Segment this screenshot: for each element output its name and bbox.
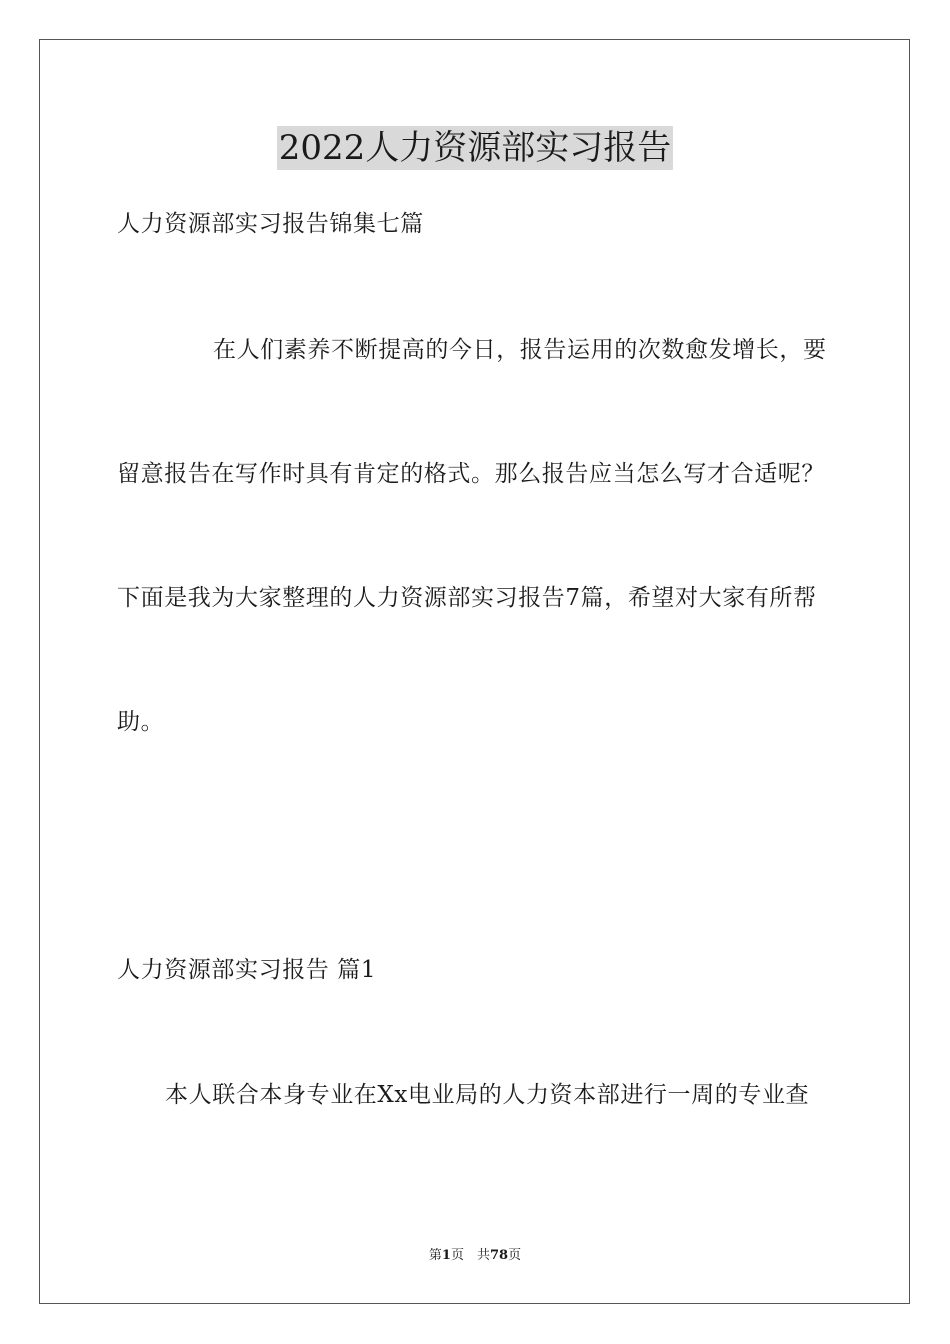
- footer-prefix: 第: [428, 1248, 442, 1263]
- paragraph-line: 在人们素养不断提高的今日，报告运用的次数愈发增长，要: [213, 337, 827, 363]
- paragraph-line: 留意报告在写作时具有肯定的格式。那么报告应当怎么写才合适呢？: [117, 461, 825, 487]
- paragraph-line: 助。: [117, 709, 165, 735]
- paragraph-line: 下面是我为大家整理的人力资源部实习报告7篇，希望对大家有所帮: [117, 585, 817, 611]
- footer-total-pages: 78: [489, 1248, 509, 1263]
- footer-page-number: 1: [441, 1248, 451, 1263]
- section-heading: 人力资源部实习报告 篇1: [117, 957, 377, 983]
- page-footer: [0, 1247, 950, 1265]
- paragraph-line: 本人联合本身专业在Xx电业局的人力资本部进行一周的专业查: [165, 1082, 810, 1108]
- document-title: 2022人力资源部实习报告: [278, 128, 672, 168]
- subtitle-line: 人力资源部实习报告锦集七篇: [117, 211, 424, 237]
- footer-mid: 页 共: [450, 1248, 490, 1263]
- footer-suffix: 页: [508, 1248, 522, 1263]
- title-container: [0, 126, 950, 170]
